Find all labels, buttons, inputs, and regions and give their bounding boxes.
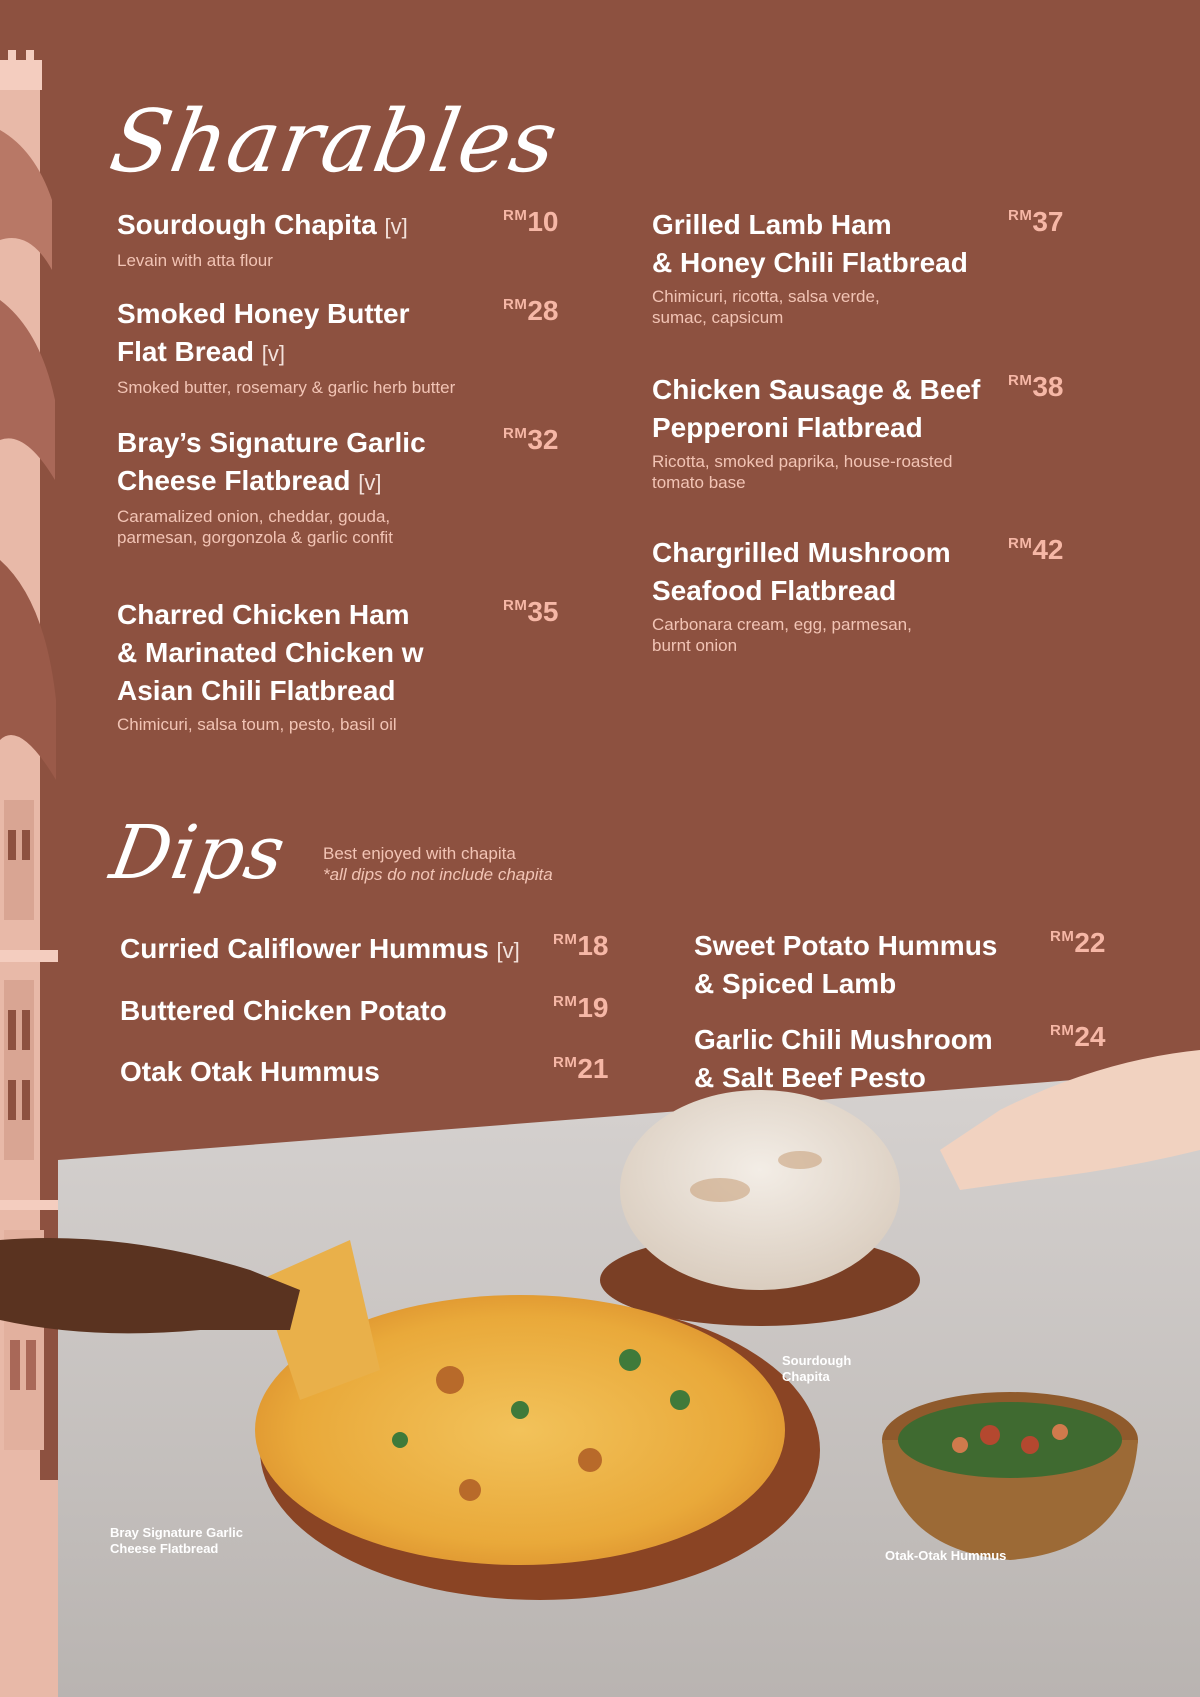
item-name: Garlic Chili Mushroom & Salt Beef Pesto <box>694 1024 993 1093</box>
item-description: Chimicuri, salsa toum, pesto, basil oil <box>117 715 397 734</box>
price-charred-chicken-ham: RM35 <box>503 596 559 627</box>
item-name: Chicken Sausage & Beef Pepperoni Flatbread <box>652 374 981 443</box>
menu-item-grilled-lamb-ham <box>652 206 1012 328</box>
menu-item-chicken-sausage-pepperoni <box>652 371 1012 493</box>
dips-note: Best enjoyed with chapita *all dips do not include chapita <box>323 844 553 884</box>
menu-item-garlic-cheese-flatbread <box>117 424 517 548</box>
menu-item-sourdough-chapita <box>117 206 497 271</box>
price-chargrilled-mushroom: RM42 <box>1008 534 1064 565</box>
item-description: Carbonara cream, egg, parmesan, burnt onion <box>652 615 912 655</box>
item-name: Bray’s Signature Garlic Cheese Flatbread [v] <box>117 427 426 496</box>
price-curried-califlower: RM18 <box>553 930 609 961</box>
item-description: Levain with atta flour <box>117 251 273 270</box>
price-buttered-chicken-potato: RM19 <box>553 992 609 1023</box>
menu-item-smoked-honey-butter <box>117 295 537 398</box>
menu-item-chargrilled-mushroom <box>652 534 1012 656</box>
item-description: Smoked butter, rosemary & garlic herb butter <box>117 378 456 397</box>
item-name: Smoked Honey Butter Flat Bread [v] <box>117 298 410 367</box>
menu-item-charred-chicken-ham <box>117 596 517 735</box>
price-chicken-sausage-pepperoni: RM38 <box>1008 371 1064 402</box>
price-sweet-potato-hummus: RM22 <box>1050 927 1106 958</box>
dip-item-curried-califlower <box>120 930 560 970</box>
caption-chapita: Sourdough Chapita <box>782 1353 852 1384</box>
item-name: Curried Califlower Hummus [v] <box>120 933 520 964</box>
dip-item-buttered-chicken-potato <box>120 992 540 1030</box>
item-name: Sourdough Chapita [v] <box>117 209 408 240</box>
item-name: Charred Chicken Ham & Marinated Chicken w Asian Chili Flatbread <box>117 599 424 706</box>
item-name: Sweet Potato Hummus & Spiced Lamb <box>694 930 998 999</box>
item-description: Chimicuri, ricotta, salsa verde, sumac, capsicum <box>652 287 880 327</box>
item-description: Ricotta, smoked paprika, house-roasted tomato base <box>652 452 953 492</box>
price-garlic-chili-mushroom: RM24 <box>1050 1021 1106 1052</box>
price-otak-otak-hummus: RM21 <box>553 1053 609 1084</box>
item-description: Caramalized onion, cheddar, gouda, parmesan, gorgonzola & garlic confit <box>117 507 393 547</box>
food-photo-graphic <box>0 1040 1200 1697</box>
item-name: Grilled Lamb Ham & Honey Chili Flatbread <box>652 209 968 278</box>
price-sourdough-chapita: RM10 <box>503 206 559 237</box>
price-grilled-lamb-ham: RM37 <box>1008 206 1064 237</box>
item-name: Chargrilled Mushroom Seafood Flatbread <box>652 537 951 606</box>
sharables-heading: Sharables <box>103 92 566 192</box>
item-name: Buttered Chicken Potato <box>120 995 447 1026</box>
caption-flatbread: Bray Signature Garlic Cheese Flatbread <box>110 1525 243 1556</box>
price-smoked-honey-butter: RM28 <box>503 295 559 326</box>
dips-heading: Dips <box>104 810 292 896</box>
item-name: Otak Otak Hummus <box>120 1056 380 1087</box>
dip-item-sweet-potato-hummus <box>694 927 1054 1003</box>
caption-hummus: Otak-Otak Hummus <box>885 1548 1007 1563</box>
price-garlic-cheese-flatbread: RM32 <box>503 424 559 455</box>
